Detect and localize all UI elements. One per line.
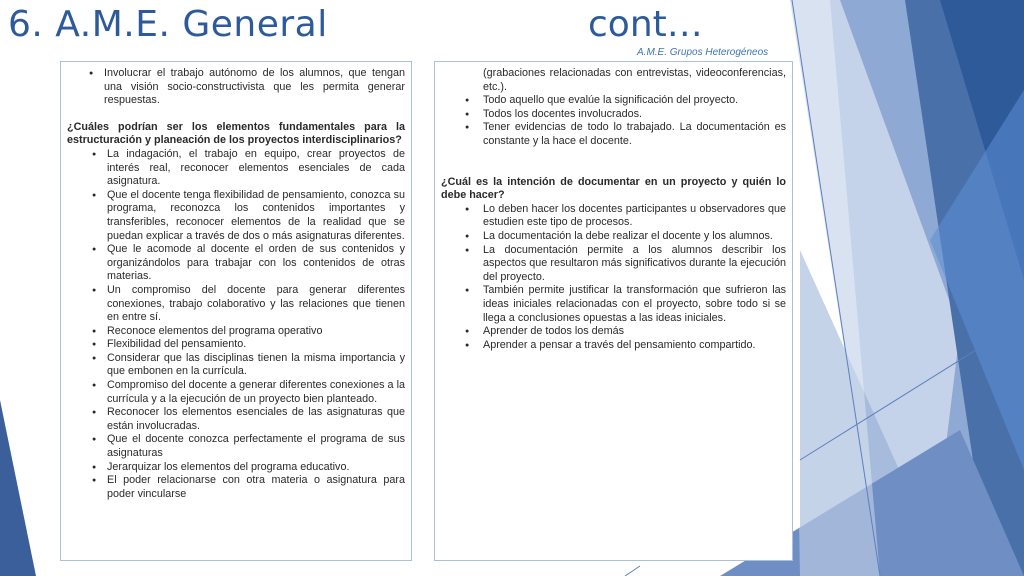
list-item: ● Que el docente tenga flexibilidad de pensamiento, conozca su programa, reconozca los contenidos importantes y transferibles, reconocer elementos de la realidad que se puedan explicar a través de dos o más asignaturas diferentes.: [67, 189, 405, 243]
right-question: ¿Cuál es la intención de documentar en un proyecto y quién lo debe hacer?: [441, 175, 786, 202]
list-item: ● Todos los docentes involucrados.: [441, 108, 786, 122]
left-accent-shape: [0, 400, 36, 576]
left-intro-list: [67, 67, 405, 108]
left-text-panel: [60, 61, 412, 561]
list-item: ● El poder relacionarse con otra materia o asignatura para poder vincularse: [67, 474, 405, 501]
list-item: ● Todo aquello que evalúe la significación del proyecto.: [441, 94, 786, 108]
list-item: ● Un compromiso del docente para generar diferentes conexiones, trabajo colaborativo y las relaciones que tienen en entre sí.: [67, 284, 405, 325]
list-item: ● Considerar que las disciplinas tienen la misma importancia y que embonen en la currícula.: [67, 352, 405, 379]
list-item: ● Flexibilidad del pensamiento.: [67, 338, 405, 352]
list-item: ● También permite justificar la transformación que sufrieron las ideas iniciales relacionadas con el proyecto, sobre todo si se llega a conclusiones opuestas a las ideas iniciales.: [441, 284, 786, 325]
list-item: ● Tener evidencias de todo lo trabajado. La documentación es constante y la hace el docente.: [441, 121, 786, 148]
right-text-panel: [434, 61, 793, 561]
list-item: ● Involucrar el trabajo autónomo de los alumnos, que tengan una visión socio-constructivista que les permita generar respuestas.: [67, 67, 405, 108]
list-item: ● La documentación la debe realizar el docente y los alumnos.: [441, 230, 786, 244]
list-item: ● Reconocer los elementos esenciales de las asignaturas que están involucradas.: [67, 406, 405, 433]
list-item: ● Aprender a pensar a través del pensamiento compartido.: [441, 339, 786, 353]
list-item: ● Que le acomode al docente el orden de sus contenidos y organizándolos para trabajar con los contenidos de otras materias.: [67, 243, 405, 284]
list-item: ● La indagación, el trabajo en equipo, crear proyectos de interés real, reconocer elementos esenciales de cada asignatura.: [67, 148, 405, 189]
left-question: ¿Cuáles podrían ser los elementos fundamentales para la estructuración y planeación de los proyectos interdisciplinarios?: [67, 120, 405, 147]
list-item: ● Lo deben hacer los docentes participantes u observadores que estudien este tipo de procesos.: [441, 203, 786, 230]
decor-line-3: [625, 566, 640, 576]
right-answer-list: [441, 203, 786, 353]
slide-title-cont: cont…: [588, 4, 703, 45]
slide-title: 6. A.M.E. General: [8, 4, 328, 45]
list-item: ● Reconoce elementos del programa operativo: [67, 325, 405, 339]
list-item: ● Aprender de todos los demás: [441, 325, 786, 339]
list-item: ● Que el docente conozca perfectamente el programa de sus asignaturas: [67, 433, 405, 460]
list-item: ● La documentación permite a los alumnos describir los aspectos que resultaron más significativos durante la ejecución del proyecto.: [441, 244, 786, 285]
right-continued-text: (grabaciones relacionadas con entrevistas, videoconferencias, etc.).: [483, 67, 786, 93]
right-intro-list: [441, 94, 786, 148]
list-item: ● Compromiso del docente a generar diferentes conexiones a la currícula y a la ejecución de un proyecto bien planteado.: [67, 379, 405, 406]
left-answer-list: [67, 148, 405, 501]
list-item: ● Jerarquizar los elementos del programa educativo.: [67, 461, 405, 475]
slide-subtitle: A.M.E. Grupos Heterogéneos: [637, 47, 769, 58]
